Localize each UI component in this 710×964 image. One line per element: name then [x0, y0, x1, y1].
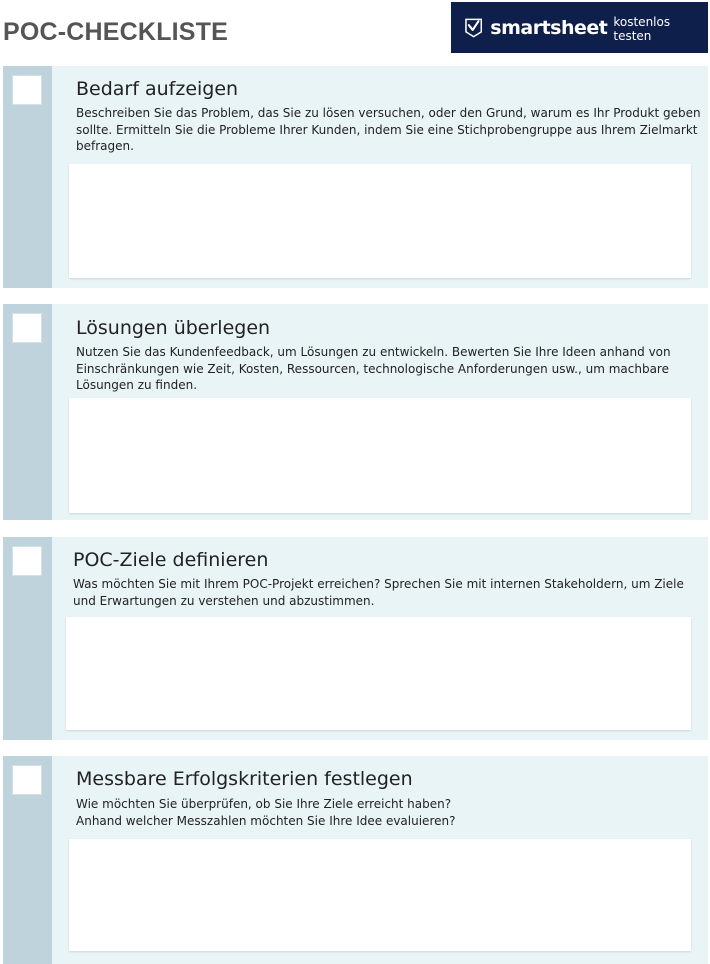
banner-brand: smartsheet: [490, 16, 608, 39]
section-description: Beschreiben Sie das Problem, das Sie zu lösen versuchen, oder den Grund, warum es Ihr Produkt geben sollte. Ermitteln Sie die Probleme Ihrer Kunden, indem Sie eine Stichprobengruppe aus Ihrem Zielmarkt befragen.: [76, 106, 701, 153]
page-title: POC-CHECKLISTE: [3, 18, 229, 46]
section-heading: Bedarf aufzeigen: [76, 78, 239, 100]
section-checkbox[interactable]: [12, 765, 42, 795]
section-heading: Lösungen überlegen: [76, 317, 271, 339]
notes-field[interactable]: [69, 398, 691, 513]
banner-cta: kostenlos testen: [613, 15, 671, 43]
section-description-line: Wie möchten Sie überprüfen, ob Sie Ihre Ziele erreicht haben?: [76, 797, 452, 811]
section-description: Nutzen Sie das Kundenfeedback, um Lösungen zu entwickeln. Bewerten Sie Ihre Ideen anhand von Einschränkungen wie Zeit, Kosten, Ressourcen, technologische Anforderungen usw., um machbare Lösungen zu finden.: [76, 345, 671, 392]
section-checkbox[interactable]: [12, 75, 42, 105]
section-heading: Messbare Erfolgskriterien festlegen: [76, 768, 413, 790]
section-description: Was möchten Sie mit Ihrem POC-Projekt erreichen? Sprechen Sie mit internen Stakeholdern, um Ziele und Erwartungen zu verstehen und abzustimmen.: [73, 577, 684, 608]
notes-field[interactable]: [69, 839, 691, 951]
section-loesungen: [3, 304, 708, 520]
section-poc-ziele: [3, 537, 708, 740]
smartsheet-logo-icon: [465, 18, 482, 38]
section-checkbox[interactable]: [12, 546, 42, 576]
section-checkbox[interactable]: [12, 313, 42, 343]
section-erfolgskriterien: [3, 756, 708, 964]
notes-field[interactable]: [66, 617, 691, 730]
section-bedarf: [3, 66, 708, 288]
smartsheet-trial-banner[interactable]: [451, 2, 708, 53]
section-description-line: Anhand welcher Messzahlen möchten Sie Ihre Idee evaluieren?: [76, 814, 456, 828]
notes-field[interactable]: [69, 164, 691, 278]
section-heading: POC-Ziele definieren: [73, 549, 269, 571]
